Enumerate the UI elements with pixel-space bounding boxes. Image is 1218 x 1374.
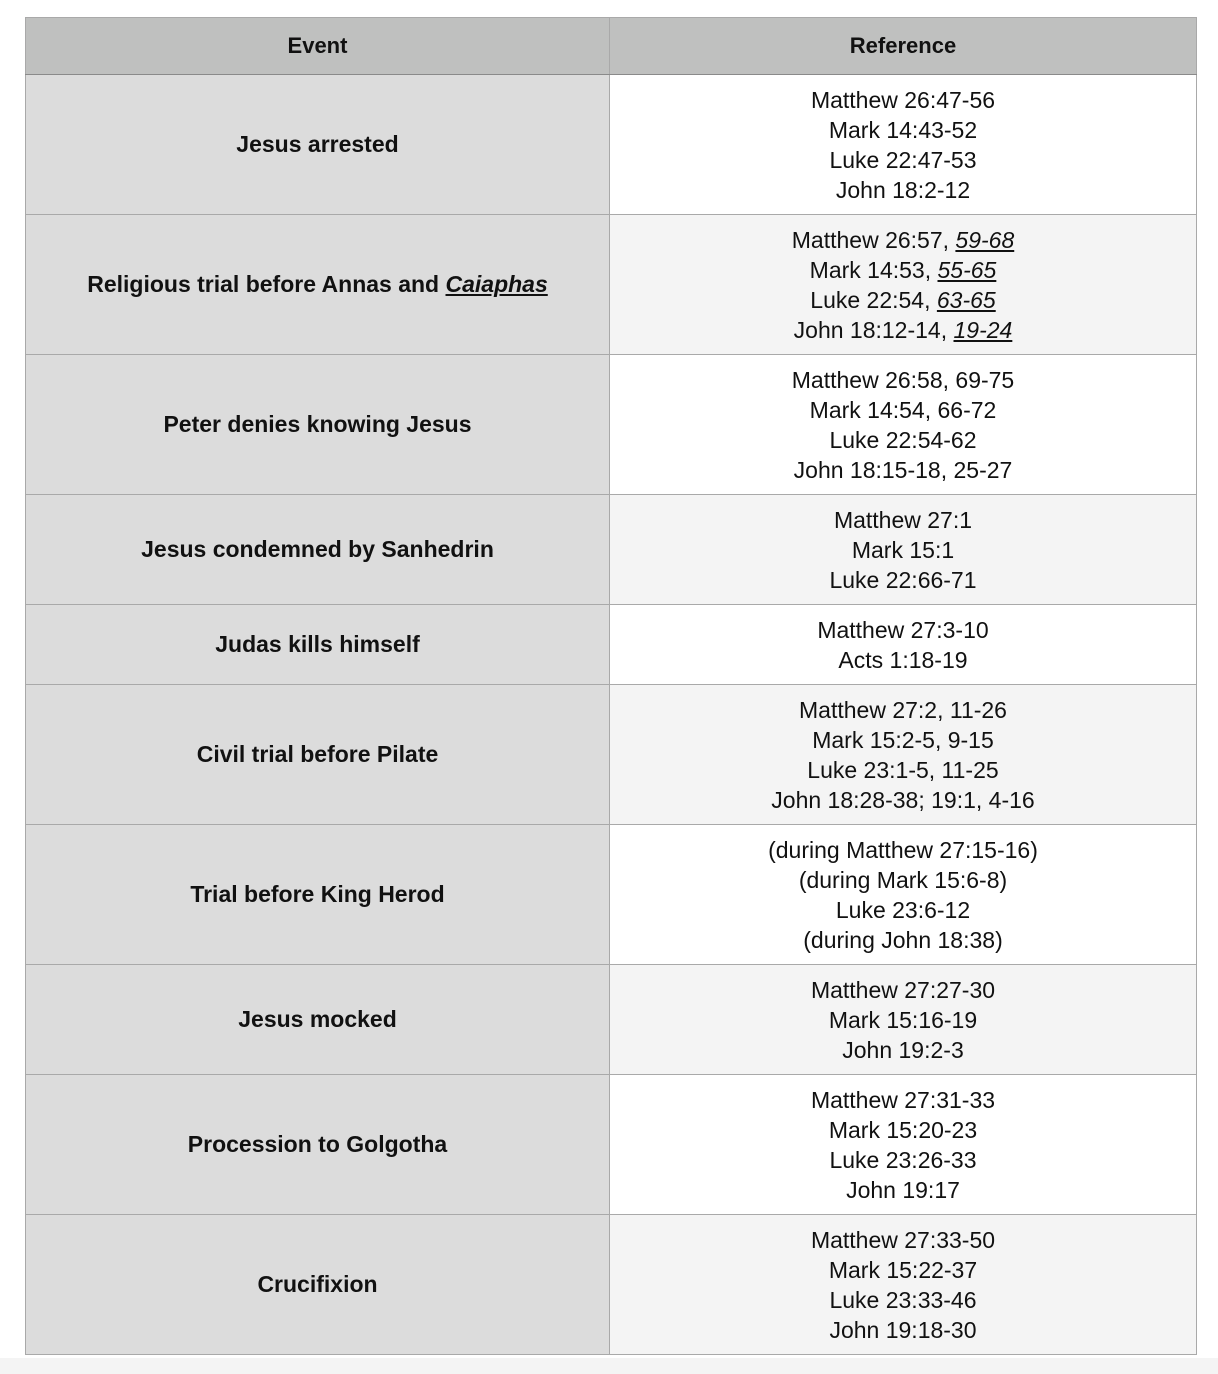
reference-text: Mark 15:22-37: [828, 1256, 978, 1283]
event-label: Civil trial before Pilate: [196, 741, 439, 767]
event-label: Religious trial before Annas and: [87, 271, 446, 297]
reference-text: Mark 14:43-52: [828, 116, 978, 143]
reference-text: Mark 15:1: [851, 536, 955, 563]
event-label: Crucifixion: [257, 1271, 378, 1297]
table-row: [26, 685, 1197, 825]
reference-emphasis: 63-65: [936, 286, 996, 313]
reference-text: Mark 15:2-5, 9-15: [812, 726, 994, 753]
header-reference: Reference: [610, 18, 1197, 75]
reference-line: [610, 1085, 1196, 1115]
reference-text: Luke 22:54,: [810, 286, 937, 313]
reference-text: Matthew 26:58, 69-75: [791, 366, 1015, 393]
reference-cell: [610, 685, 1197, 825]
reference-text: Matthew 27:27-30: [810, 976, 996, 1003]
reference-line: [610, 285, 1196, 315]
reference-line: [610, 1255, 1196, 1285]
reference-text: John 18:15-18, 25-27: [793, 456, 1013, 483]
table-row: [26, 1215, 1197, 1355]
reference-line: [610, 975, 1196, 1005]
event-label: Jesus arrested: [236, 131, 399, 157]
reference-emphasis: 55-65: [937, 256, 997, 283]
reference-emphasis: 59-68: [955, 226, 1015, 253]
reference-text: Luke 23:1-5, 11-25: [807, 756, 999, 783]
table-row: [26, 605, 1197, 685]
reference-line: [610, 115, 1196, 145]
reference-line: [610, 315, 1196, 345]
reference-text: Luke 23:26-33: [829, 1146, 977, 1173]
reference-cell: [610, 825, 1197, 965]
reference-cell: [610, 215, 1197, 355]
page-bottom-strip: [0, 1358, 1218, 1374]
header-row: [26, 18, 1197, 75]
reference-text: Matthew 27:1: [833, 506, 973, 533]
reference-text: John 19:2-3: [842, 1036, 964, 1063]
reference-text: Matthew 27:31-33: [810, 1086, 996, 1113]
event-label: Judas kills himself: [215, 631, 420, 657]
reference-text: Matthew 27:33-50: [810, 1226, 996, 1253]
reference-text: Matthew 27:2, 11-26: [799, 696, 1007, 723]
reference-text: (during Mark 15:6-8): [798, 866, 1008, 893]
reference-line: [610, 865, 1196, 895]
reference-text: Luke 22:54-62: [829, 426, 977, 453]
table-row: [26, 75, 1197, 215]
reference-line: [610, 615, 1196, 645]
event-cell: [26, 1075, 610, 1215]
reference-line: [610, 1175, 1196, 1205]
reference-text: John 18:2-12: [835, 176, 971, 203]
reference-text: (during John 18:38): [803, 926, 1003, 953]
event-emphasis: Caiaphas: [445, 271, 548, 297]
event-cell: [26, 75, 610, 215]
reference-text: Mark 15:20-23: [828, 1116, 978, 1143]
event-label: Trial before King Herod: [190, 881, 445, 907]
reference-line: [610, 1225, 1196, 1255]
reference-text: Luke 23:33-46: [829, 1286, 977, 1313]
reference-line: [610, 145, 1196, 175]
reference-line: [610, 1115, 1196, 1145]
reference-line: [610, 255, 1196, 285]
reference-line: [610, 895, 1196, 925]
reference-text: (during Matthew 27:15-16): [768, 836, 1038, 863]
header-event: Event: [26, 18, 610, 75]
table-row: [26, 1075, 1197, 1215]
reference-text: Mark 15:16-19: [828, 1006, 978, 1033]
reference-line: [610, 565, 1196, 595]
reference-text: John 19:17: [846, 1176, 960, 1203]
table-row: [26, 825, 1197, 965]
reference-line: [610, 225, 1196, 255]
reference-line: [610, 1145, 1196, 1175]
reference-emphasis: 19-24: [953, 316, 1013, 343]
event-cell: [26, 355, 610, 495]
reference-line: [610, 1035, 1196, 1065]
event-cell: [26, 605, 610, 685]
reference-line: [610, 395, 1196, 425]
reference-line: [610, 1005, 1196, 1035]
reference-cell: [610, 965, 1197, 1075]
reference-line: [610, 365, 1196, 395]
table-row: [26, 355, 1197, 495]
event-label: Jesus mocked: [238, 1006, 397, 1032]
reference-line: [610, 785, 1196, 815]
reference-text: Luke 22:47-53: [829, 146, 977, 173]
reference-text: Luke 23:6-12: [835, 896, 971, 923]
reference-line: [610, 835, 1196, 865]
event-cell: [26, 685, 610, 825]
reference-text: Matthew 26:47-56: [810, 86, 996, 113]
events-table: [25, 17, 1197, 1355]
event-cell: [26, 495, 610, 605]
event-cell: [26, 825, 610, 965]
reference-text: John 18:12-14,: [793, 316, 954, 343]
reference-line: [610, 645, 1196, 675]
reference-text: Mark 14:54, 66-72: [809, 396, 997, 423]
reference-line: [610, 695, 1196, 725]
reference-cell: [610, 495, 1197, 605]
reference-line: [610, 1285, 1196, 1315]
reference-text: John 18:28-38; 19:1, 4-16: [771, 786, 1035, 813]
table-row: [26, 495, 1197, 605]
reference-text: Mark 14:53,: [809, 256, 938, 283]
reference-cell: [610, 1075, 1197, 1215]
reference-line: [610, 455, 1196, 485]
reference-line: [610, 725, 1196, 755]
table-row: [26, 215, 1197, 355]
reference-line: [610, 505, 1196, 535]
event-label: Procession to Golgotha: [187, 1131, 448, 1157]
reference-line: [610, 175, 1196, 205]
reference-cell: [610, 75, 1197, 215]
event-label: Jesus condemned by Sanhedrin: [141, 536, 494, 562]
reference-line: [610, 925, 1196, 955]
table-body: [26, 75, 1197, 1355]
reference-text: John 19:18-30: [829, 1316, 977, 1343]
reference-text: Matthew 26:57,: [791, 226, 956, 253]
reference-line: [610, 535, 1196, 565]
reference-cell: [610, 1215, 1197, 1355]
event-cell: [26, 1215, 610, 1355]
reference-line: [610, 425, 1196, 455]
reference-text: Acts 1:18-19: [838, 646, 968, 673]
event-label: Peter denies knowing Jesus: [163, 411, 472, 437]
event-cell: [26, 215, 610, 355]
table-row: [26, 965, 1197, 1075]
reference-cell: [610, 605, 1197, 685]
event-cell: [26, 965, 610, 1075]
reference-cell: [610, 355, 1197, 495]
reference-line: [610, 755, 1196, 785]
reference-line: [610, 85, 1196, 115]
reference-line: [610, 1315, 1196, 1345]
reference-text: Matthew 27:3-10: [817, 616, 989, 643]
reference-text: Luke 22:66-71: [829, 566, 977, 593]
